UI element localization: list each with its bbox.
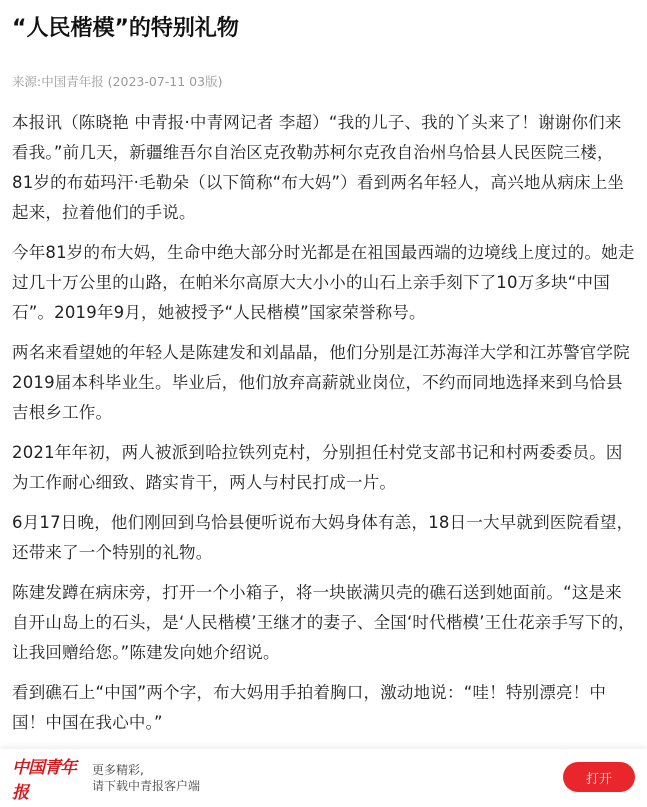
paragraph-3: 两名来看望她的年轻人是陈建发和刘晶晶，他们分别是江苏海洋大学和江苏警官学院2019届本科毕业生。毕业后，他们放弃高薪就业岗位，不约而同地选择来到乌恰县吉根乡工作。: [12, 343, 630, 422]
paragraph-2: 今年81岁的布大妈，生命中绝大部分时光都是在祖国最西端的边境线上度过的。她走过几十万公里的山路，在帕米尔高原大大小小的山石上亲手刻下了10万多块“中国石”。2019年9月，她被授予“人民楷模”国家荣誉称号。: [12, 243, 635, 322]
app-download-bar: [0, 749, 647, 807]
promo-line-1: 更多精彩,: [92, 763, 144, 777]
paragraph-6: 陈建发蹲在病床旁，打开一个小箱子，将一块嵌满贝壳的礁石送到她面前。“这是来自开山岛上的石头，是‘人民楷模’王继才的妻子、全国‘时代楷模’王仕花亲手写下的，让我回赠给您。”陈建发向她介绍说。: [12, 583, 635, 662]
cyol-logo: 中国青年报: [12, 758, 76, 803]
download-promo: [92, 762, 200, 794]
article-title: “人民楷模”的特别礼物: [12, 16, 239, 41]
paragraph-5: 6月17日晚，他们刚回到乌恰县便听说布大妈身体有恙，18日一大早就到医院看望，还带来了一个特别的礼物。: [12, 513, 634, 562]
article-source: 来源:中国青年报 (2023-07-11 03版): [12, 74, 223, 89]
promo-line-2: 请下载中青报客户端: [92, 779, 201, 793]
article-body: [12, 108, 635, 738]
paragraph-4: 2021年年初，两人被派到哈拉铁列克村，分别担任村党支部书记和村两委委员。因为工作耐心细致、踏实肯干，两人与村民打成一片。: [12, 443, 623, 492]
open-app-button[interactable]: 打开: [563, 762, 635, 792]
paragraph-7: 看到礁石上“中国”两个字，布大妈用手拍着胸口，激动地说：“哇！特别漂亮！中国！中国在我心中。”: [12, 683, 607, 732]
paragraph-1: 本报讯（陈晓艳 中青报·中青网记者 李超）“我的儿子、我的丫头来了！谢谢你们来看我。”前几天，新疆维吾尔自治区克孜勒苏柯尔克孜自治州乌恰县人民医院三楼，81岁的布茹玛汗·毛勒朵（以下简称“布大妈”）看到两名年轻人，高兴地从病床上坐起来，拉着他们的手说。: [12, 113, 625, 222]
